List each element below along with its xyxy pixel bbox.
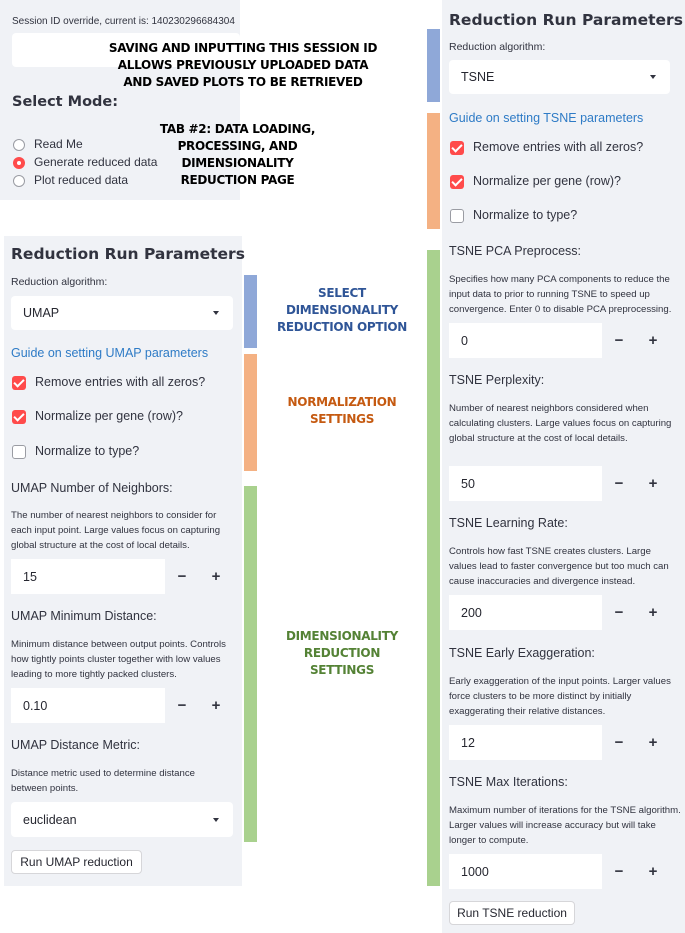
tsne-learning-rate-input[interactable]: 200 [449, 595, 602, 630]
radio-generate-reduced-data[interactable] [13, 157, 25, 169]
tsne-pca-input[interactable]: 0 [449, 323, 602, 358]
decrement-button[interactable]: − [602, 854, 636, 889]
umap-min-dist-desc: Minimum distance between output points. Controls how tightly points cluster together with low values leading to more tightly packed clusters. [11, 639, 226, 680]
umap-guide-link[interactable]: Guide on setting UMAP parameters [11, 346, 209, 360]
increment-button[interactable]: + [199, 688, 233, 723]
umap-metric-value: euclidean [23, 812, 77, 827]
umap-min-dist-label: UMAP Minimum Distance: [11, 609, 157, 623]
umap-remove-zeros-checkbox[interactable] [12, 376, 26, 390]
tsne-pca-desc: Specifies how many PCA components to reduce the input data to prior to running TSNE to speed up convergence. Enter 0 to disable PCA preprocessing. [449, 274, 672, 315]
session-id-label: Session ID override, current is: 140230296684304 [12, 16, 235, 27]
tsne-normalize-gene-label: Normalize per gene (row)? [473, 174, 621, 188]
dr-settings-bar [427, 250, 440, 886]
tsne-algo-value: TSNE [461, 70, 495, 84]
umap-normalize-type-checkbox[interactable] [12, 445, 26, 459]
increment-button[interactable]: + [636, 595, 670, 630]
select-option-bar [427, 29, 440, 102]
decrement-button[interactable]: − [165, 559, 199, 594]
umap-neighbors-desc: The number of nearest neighbors to consider for each input point. Large values focus on capturing global structure at the cost of local details. [11, 510, 221, 551]
umap-neighbors-input[interactable]: 15 [11, 559, 165, 594]
tsne-max-iter-input[interactable]: 1000 [449, 854, 602, 889]
umap-metric-desc: Distance metric used to determine distance between points. [11, 768, 195, 794]
tsne-normalize-gene-checkbox[interactable] [450, 175, 464, 189]
increment-button[interactable]: + [636, 854, 670, 889]
tab-annotation: TAB #2: DATA LOADING, PROCESSING, AND DIMENSIONALITY REDUCTION PAGE [159, 122, 316, 187]
tsne-panel-title: Reduction Run Parameters [449, 11, 683, 29]
umap-panel-title: Reduction Run Parameters [11, 245, 245, 263]
decrement-button[interactable]: − [602, 725, 636, 760]
select-mode-title: Select Mode: [12, 94, 119, 110]
select-option-bar [244, 275, 257, 348]
increment-button[interactable]: + [636, 466, 670, 501]
radio-read-me[interactable] [13, 139, 25, 151]
tsne-pca-stepper [449, 323, 670, 358]
chevron-down-icon [213, 311, 219, 315]
normalization-annotation: NORMALIZATION SETTINGS [287, 395, 397, 426]
select-option-annotation: SELECT DIMENSIONALITY REDUCTION OPTION [276, 286, 408, 334]
umap-metric-select[interactable] [11, 802, 233, 837]
session-annotation: SAVING AND INPUTTING THIS SESSION ID ALLOWS PREVIOUSLY UPLOADED DATA AND SAVED PLOTS TO BE RETRIEVED [108, 41, 378, 89]
run-tsne-button[interactable]: Run TSNE reduction [449, 901, 575, 925]
tsne-pca-label: TSNE PCA Preprocess: [449, 244, 581, 258]
umap-min-dist-input[interactable]: 0.10 [11, 688, 165, 723]
tsne-learning-rate-stepper [449, 595, 670, 630]
tsne-algo-select[interactable] [449, 60, 670, 94]
tsne-early-exag-input[interactable]: 12 [449, 725, 602, 760]
increment-button[interactable]: + [199, 559, 233, 594]
dr-settings-annotation: DIMENSIONALITY REDUCTION SETTINGS [285, 629, 399, 677]
tsne-max-iter-label: TSNE Max Iterations: [449, 775, 568, 789]
umap-normalize-type-label: Normalize to type? [35, 444, 140, 458]
tsne-learning-rate-label: TSNE Learning Rate: [449, 516, 568, 530]
decrement-button[interactable]: − [602, 323, 636, 358]
tsne-guide-link[interactable]: Guide on setting TSNE parameters [449, 111, 644, 125]
tsne-perplexity-desc: Number of nearest neighbors considered when calculating clusters. Large values focus on capturing global structure at the cost of local details. [449, 403, 672, 444]
umap-algo-value: UMAP [23, 306, 60, 320]
umap-neighbors-stepper [11, 559, 233, 594]
umap-normalize-gene-checkbox[interactable] [12, 410, 26, 424]
tsne-early-exag-label: TSNE Early Exaggeration: [449, 646, 595, 660]
chevron-down-icon [213, 818, 219, 822]
tsne-perplexity-input[interactable]: 50 [449, 466, 602, 501]
increment-button[interactable]: + [636, 323, 670, 358]
run-umap-button[interactable]: Run UMAP reduction [11, 850, 142, 874]
tsne-early-exag-desc: Early exaggeration of the input points. Larger values force clusters to be more distinct by initially exaggerating their relative distances. [449, 676, 671, 717]
umap-normalize-gene-label: Normalize per gene (row)? [35, 409, 183, 423]
umap-metric-label: UMAP Distance Metric: [11, 738, 140, 752]
tsne-remove-zeros-label: Remove entries with all zeros? [473, 140, 644, 154]
tsne-normalize-type-checkbox[interactable] [450, 209, 464, 223]
radio-read-me-label: Read Me [34, 137, 83, 151]
radio-plot-label: Plot reduced data [34, 173, 129, 187]
tsne-early-exag-stepper [449, 725, 670, 760]
tsne-max-iter-desc: Maximum number of iterations for the TSNE algorithm. Larger values will increase accuracy but will take longer to compute. [449, 805, 681, 846]
tsne-perplexity-stepper [449, 466, 670, 501]
tsne-normalize-type-label: Normalize to type? [473, 208, 578, 222]
decrement-button[interactable]: − [602, 466, 636, 501]
umap-algo-select[interactable] [11, 296, 233, 330]
decrement-button[interactable]: − [165, 688, 199, 723]
umap-algo-label: Reduction algorithm: [11, 276, 108, 288]
tsne-perplexity-label: TSNE Perplexity: [449, 373, 545, 387]
normalization-bar [427, 113, 440, 229]
umap-remove-zeros-label: Remove entries with all zeros? [35, 375, 206, 389]
decrement-button[interactable]: − [602, 595, 636, 630]
chevron-down-icon [650, 75, 656, 79]
umap-min-dist-stepper [11, 688, 233, 723]
tsne-max-iter-stepper [449, 854, 670, 889]
tsne-algo-label: Reduction algorithm: [449, 41, 546, 53]
dr-settings-bar [244, 486, 257, 842]
radio-plot-reduced-data[interactable] [13, 175, 25, 187]
umap-neighbors-label: UMAP Number of Neighbors: [11, 481, 173, 495]
increment-button[interactable]: + [636, 725, 670, 760]
tsne-remove-zeros-checkbox[interactable] [450, 141, 464, 155]
radio-generate-label: Generate reduced data [34, 155, 158, 169]
tsne-learning-rate-desc: Controls how fast TSNE creates clusters. Large values lead to faster convergence but too much can cause inaccuracies and divergence instead. [449, 546, 669, 587]
normalization-bar [244, 354, 257, 471]
